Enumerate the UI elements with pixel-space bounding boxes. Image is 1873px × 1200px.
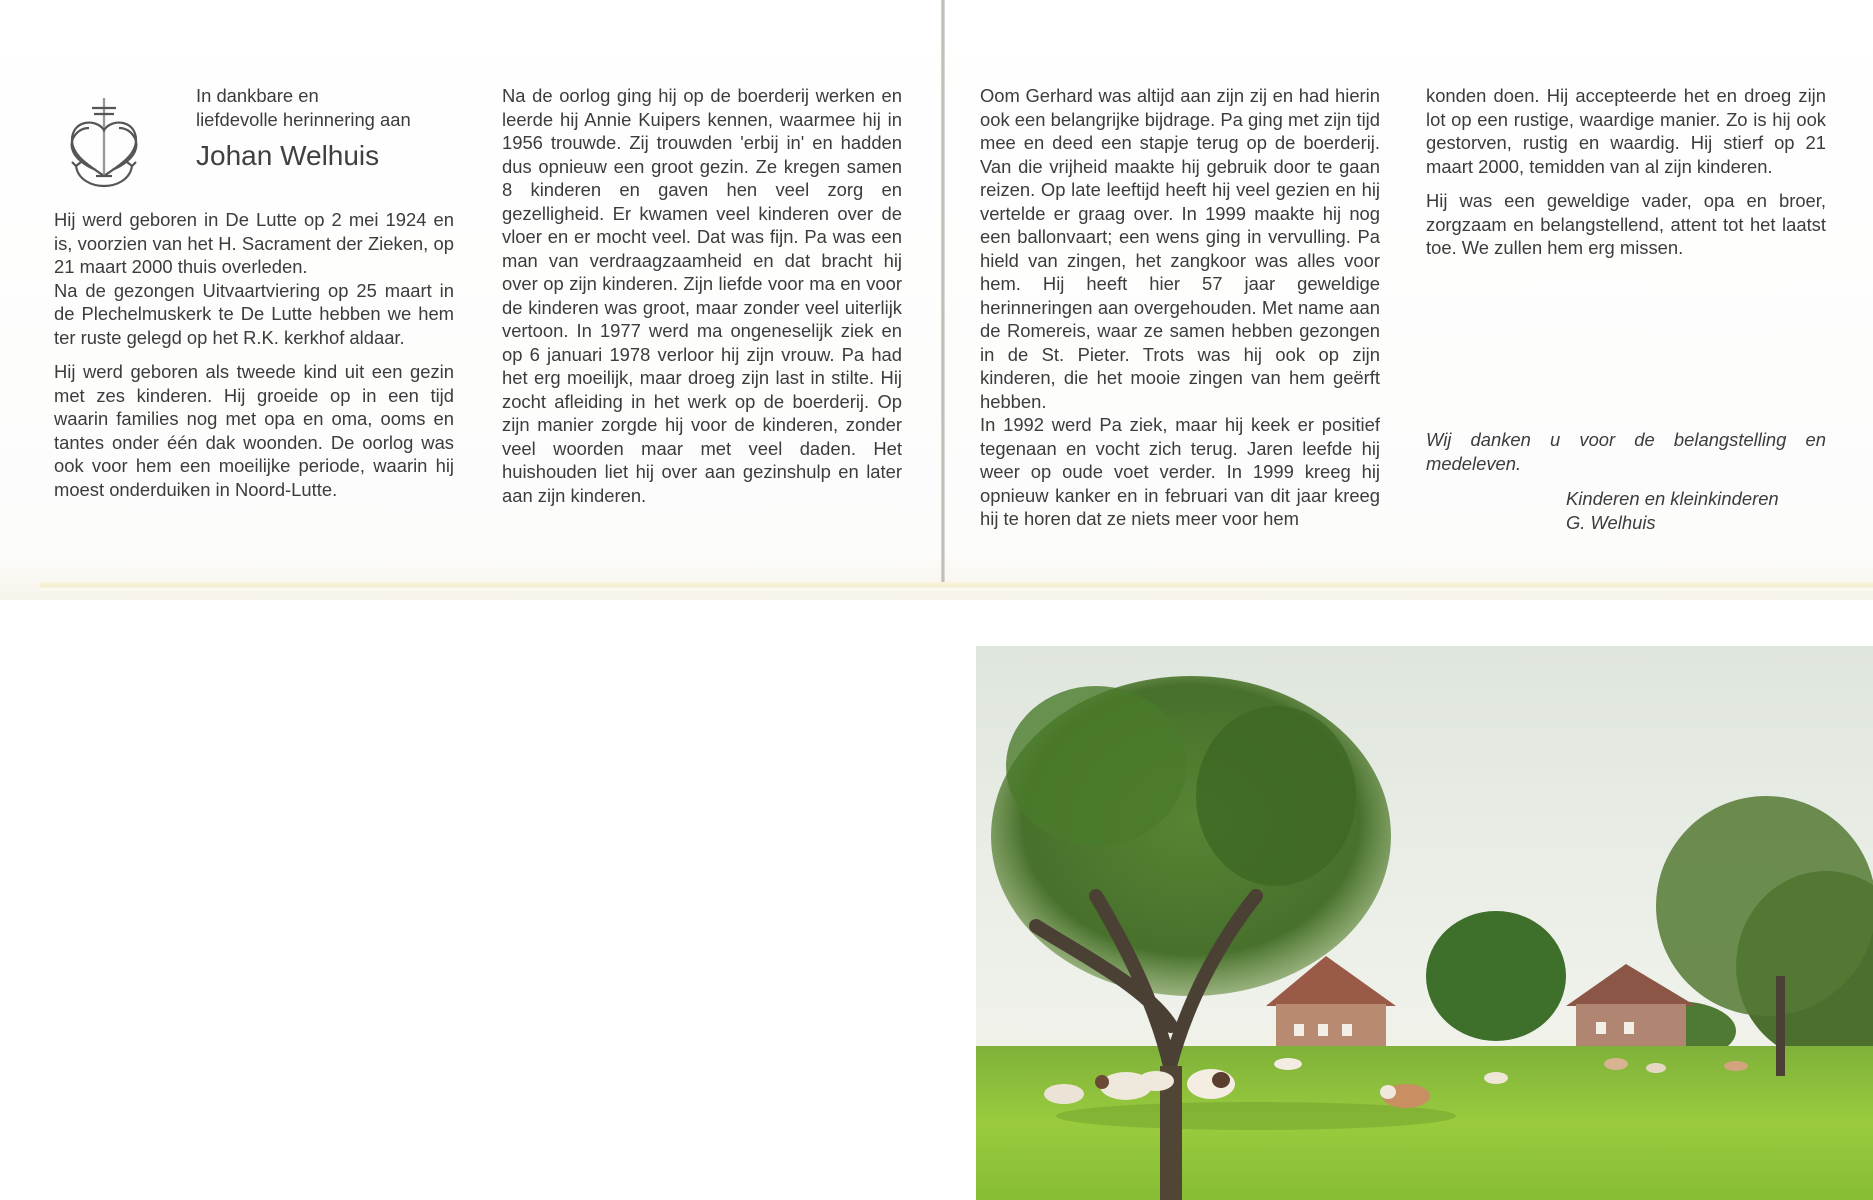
text-column-4 <box>1426 84 1826 260</box>
closing-thanks: Wij danken u voor de belangstelling en medeleven. <box>1426 429 1826 474</box>
birth-paragraph: Hij werd geboren in De Lutte op 2 mei 1924 en is, voorzien van het H. Sacrament der Zieken, op 21 maart 2000 thuis overleden. <box>54 209 454 277</box>
card-fold-line <box>941 0 945 588</box>
intro-line-1: In dankbare en <box>196 85 319 106</box>
text-column-2 <box>502 84 902 507</box>
cross-anchor-hearts-icon <box>56 96 152 192</box>
farm-landscape-photo <box>976 646 1873 1200</box>
signature <box>1566 487 1779 535</box>
passing-paragraph: konden doen. Hij accepteerde het en droeg zijn lot op een rustige, waardige manier. Zo is hij ook gestorven, rustig en waardig. Hij stierf op 21 maart 2000, temidden van al zijn kinderen. <box>1426 85 1826 177</box>
text-column-1 <box>54 208 454 501</box>
intro-block <box>196 84 411 174</box>
text-column-3 <box>980 84 1380 531</box>
youth-paragraph: Hij werd geboren als tweede kind uit een gezin met zes kinderen. Hij groeide op in een tijd waarin families nog met opa en oma, ooms en tantes onder één dak woonden. De oorlog was ook voor hem een moeilijke periode, waarin hij moest onderduiken in Noord-Lutte. <box>54 361 454 500</box>
signature-line-2: G. Welhuis <box>1566 512 1656 533</box>
signature-line-1: Kinderen en kleinkinderen <box>1566 488 1779 509</box>
marriage-paragraph: Na de oorlog ging hij op de boerderij werken en leerde hij Annie Kuipers kennen, waarmee hij in 1956 trouwde. Zij trouwden 'erbij in' en hadden dus opnieuw een groot gezin. Ze kregen samen 8 kinderen en gaven hen veel zorg en gezelligheid. Er kwamen veel kinderen over de vloer en er mocht veel. Dat was fijn. Pa was een man van verdraagzaamheid en dat bracht hij over op zijn kinderen. Zijn liefde voor ma en voor de kinderen was groot, maar zonder veel uiterlijk vertoon. In 1977 werd ma ongeneselijk ziek en op 6 januari 1978 verloor hij zijn vrouw. Pa had het erg moeilijk, maar droeg zijn last in stilte. Hij zocht afleiding in het werk op de boerderij. Op zijn manier zorgde hij voor de kinderen, zonder veel woorden maar met veel daden. Het huishouden liet hij over aan gezinshulp en later aan zijn kinderen. <box>502 85 902 506</box>
intro-line-2: liefdevolle herinnering aan <box>196 109 411 130</box>
illness-paragraph: In 1992 werd Pa ziek, maar hij keek er positief tegenaan en vocht zich terug. Jaren leefde hij weer op oude voet verder. In 1999 kreeg hij opnieuw kanker en in februari van dit jaar kreeg hij te horen dat ze niets meer voor hem <box>980 414 1380 529</box>
card-page-edge <box>40 582 1873 590</box>
retirement-paragraph: Oom Gerhard was altijd aan zijn zij en had hierin ook een belangrijke bijdrage. Pa ging met zijn tijd mee en deed een stapje terug op de boerderij. Van die vrijheid maakte hij gebruik door te gaan reizen. Op late leeftijd heeft hij veel gezien en hij vertelde er graag over. In 1999 maakte hij nog een ballonvaart; een wens ging in vervulling. Pa hield van zingen, het zangkoor was alles voor hem. Hij heeft hier 57 jaar geweldige herinneringen aan overgehouden. Met name aan de Romereis, waar ze samen hebben gezongen in de St. Pieter. Trots was hij ook op zijn kinderen, die het mooie zingen van hem geërft hebben. <box>980 85 1380 412</box>
funeral-paragraph: Na de gezongen Uitvaartviering op 25 maart in de Plechelmuskerk te De Lutte hebben we hem ter ruste gelegd op het R.K. kerkhof aldaar. <box>54 279 454 348</box>
deceased-name: Johan Welhuis <box>196 140 380 171</box>
tribute-paragraph: Hij was een geweldige vader, opa en broer, zorgzaam en belangstellend, attent tot het laatst toe. We zullen hem erg missen. <box>1426 190 1826 258</box>
